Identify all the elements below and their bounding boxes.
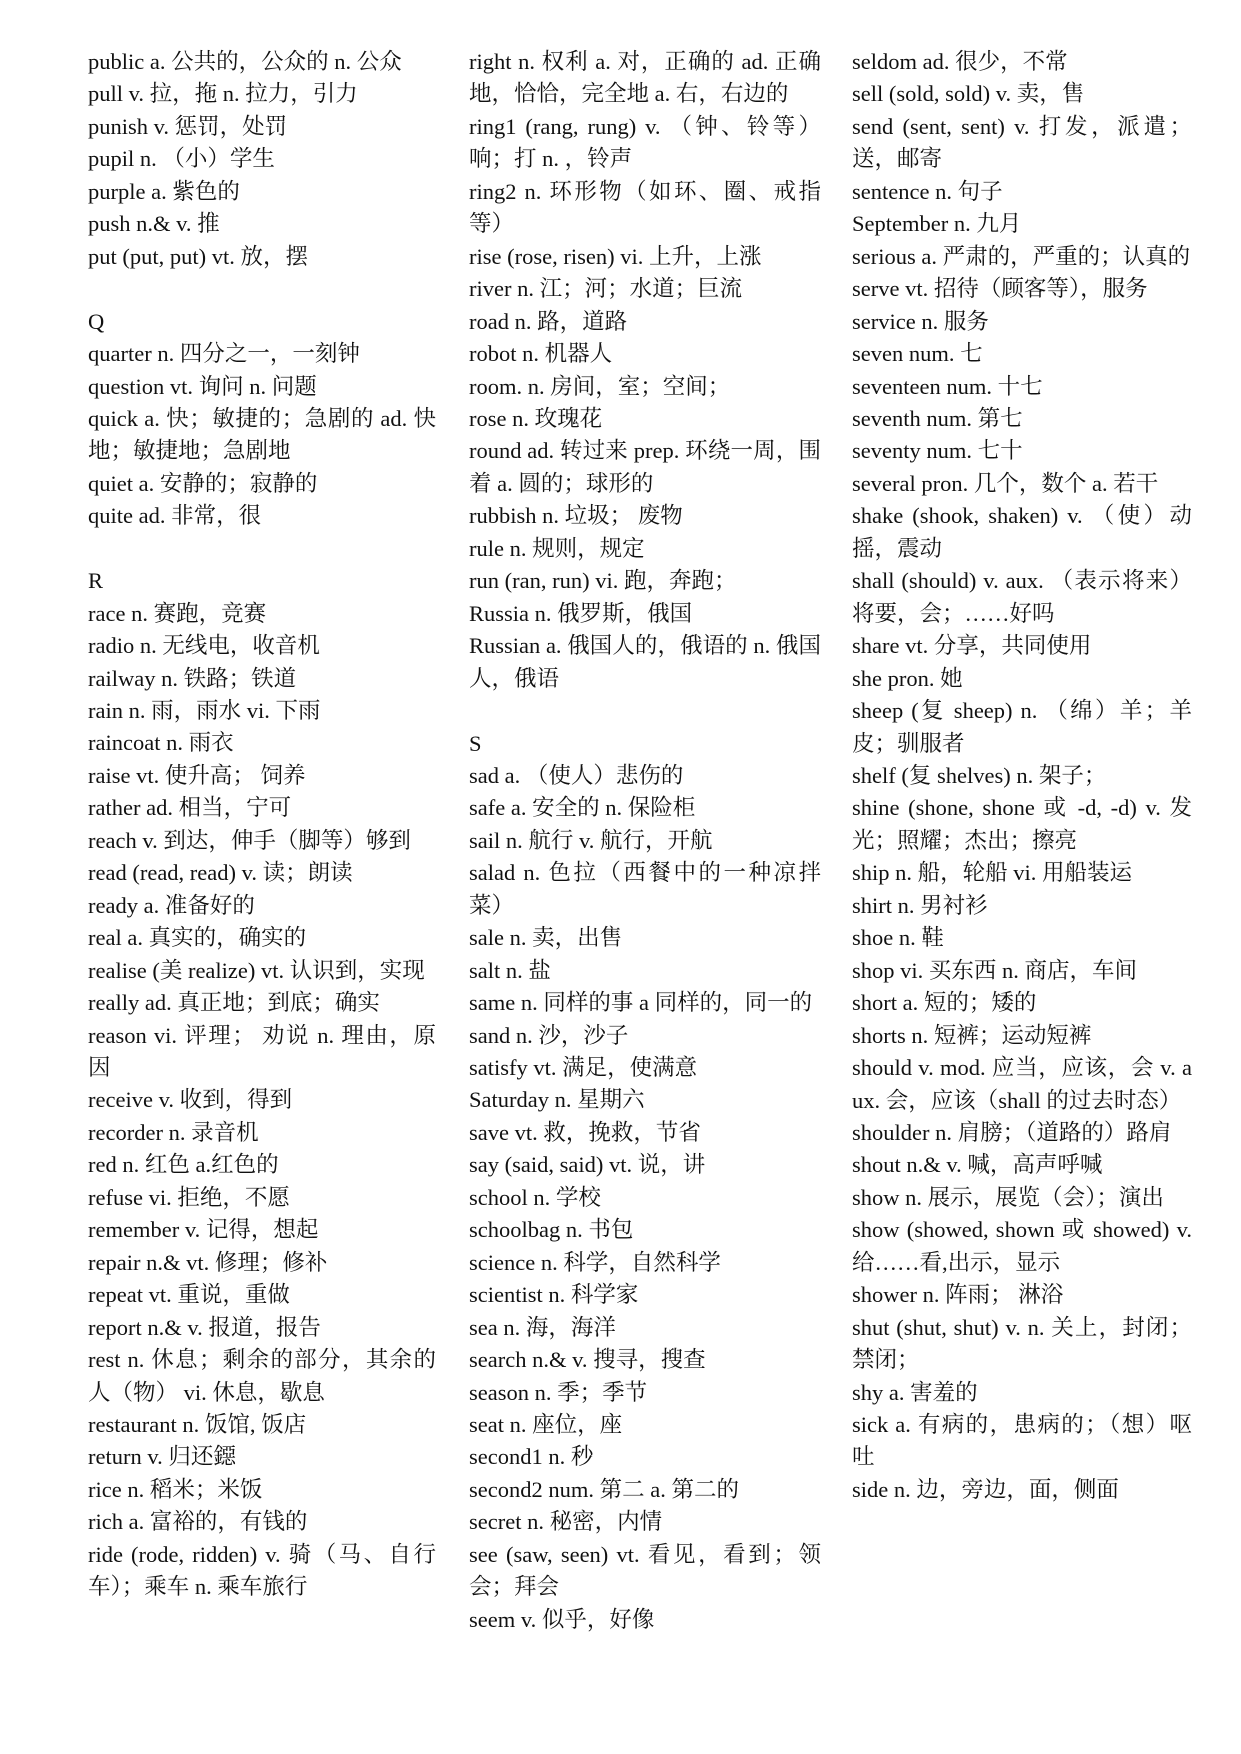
vocab-entry: shoulder n. 肩膀；（道路的）路肩 [852, 1119, 1172, 1145]
vocab-entry: race n. 赛跑，竞赛 [88, 600, 267, 626]
vocab-entry: real a. 真实的，确实的 [88, 925, 307, 951]
vocab-entry: sheep (复 sheep) n. （绵）羊；羊皮；驯服者 [852, 698, 1192, 756]
vocab-entry: remember v. 记得，想起 [88, 1217, 319, 1243]
vocab-entry: shine (shone, shone 或 -d, -d) v. 发光；照耀；杰出；擦亮 [852, 795, 1192, 853]
vocab-entry: raincoat n. 雨衣 [88, 730, 234, 756]
vocab-entry: pull v. 拉，拖 n. 拉力，引力 [88, 81, 358, 107]
vocab-entry: push n.& v. 推 [88, 211, 220, 237]
vocab-entry: rose n. 玫瑰花 [469, 405, 603, 431]
vocab-entry: quarter n. 四分之一，一刻钟 [88, 341, 360, 367]
vocab-entry: shelf (复 shelves) n. 架子； [852, 762, 1107, 788]
vocab-entry: realise (美 realize) vt. 认识到，实现 [88, 957, 425, 983]
vocab-entry: shower n. 阵雨； 淋浴 [852, 1282, 1064, 1308]
vocab-entry: serious a. 严肃的，严重的；认真的 [852, 243, 1191, 269]
vocab-entry: secret n. 秘密，内情 [469, 1509, 663, 1535]
vocab-entry: river n. 江；河；水道；巨流 [469, 276, 743, 302]
column-2 [469, 46, 821, 1636]
blank-line [88, 273, 436, 305]
vocab-entry: sail n. 航行 v. 航行，开航 [469, 827, 713, 853]
vocab-entry: show (showed, shown 或 showed) v. 给……看,出示，显示 [852, 1217, 1192, 1275]
vocab-entry: seem v. 似乎，好像 [469, 1606, 655, 1632]
vocab-entry: railway n. 铁路；铁道 [88, 665, 297, 691]
column-3 [852, 46, 1192, 1506]
vocab-entry: refuse vi. 拒绝，不愿 [88, 1184, 290, 1210]
vocab-entry: Russian a. 俄国人的，俄语的 n. 俄国人，俄语 [469, 633, 821, 691]
vocab-entry: rise (rose, risen) vi. 上升，上涨 [469, 243, 762, 269]
vocab-entry: Russia n. 俄罗斯，俄国 [469, 600, 693, 626]
vocab-entry: she pron. 她 [852, 665, 963, 691]
vocab-entry: put (put, put) vt. 放，摆 [88, 243, 308, 269]
vocab-entry: search n.& v. 搜寻，搜查 [469, 1347, 706, 1373]
vocab-entry: scientist n. 科学家 [469, 1282, 639, 1308]
vocab-entry: school n. 学校 [469, 1184, 601, 1210]
vocab-entry: sea n. 海，海洋 [469, 1314, 616, 1340]
vocab-entry: ride (rode, ridden) v. 骑（马、自行车）；乘车 n. 乘车旅行 [88, 1541, 436, 1600]
vocab-entry: seventy num. 七十 [852, 438, 1023, 464]
vocab-entry: rather ad. 相当，宁可 [88, 795, 292, 821]
vocab-entry: rule n. 规则，规定 [469, 535, 645, 561]
vocab-entry: sand n. 沙，沙子 [469, 1022, 629, 1048]
vocab-entry: salt n. 盐 [469, 957, 551, 983]
vocab-entry: short a. 短的；矮的 [852, 990, 1037, 1016]
vocab-entry: should v. mod. 应当，应该，会 v. aux. 会，应该（shall 的过去时态） [852, 1055, 1192, 1113]
vocab-entry: shake (shook, shaken) v. （使）动摇，震动 [852, 503, 1192, 561]
vocab-entry: raise vt. 使升高； 饲养 [88, 762, 306, 788]
vocab-entry: send (sent, sent) v. 打发，派遣；送，邮寄 [852, 113, 1192, 172]
vocab-entry: sentence n. 句子 [852, 178, 1003, 204]
vocab-entry: shall (should) v. aux. （表示将来）将要，会；……好吗 [852, 568, 1192, 626]
vocab-entry: rain n. 雨，雨水 vi. 下雨 [88, 698, 321, 724]
section-letter: R [88, 568, 104, 594]
vocab-entry: punish v. 惩罚，处罚 [88, 113, 288, 139]
vocab-entry: see (saw, seen) vt. 看见，看到；领会；拜会 [469, 1541, 821, 1600]
vocab-entry: shoe n. 鞋 [852, 925, 944, 951]
vocab-entry: right n. 权利 a. 对，正确的 ad. 正确地，恰恰，完全地 a. 右，右边的 [469, 49, 821, 107]
vocab-entry: red n. 红色 a.红色的 [88, 1152, 279, 1178]
vocab-entry: restaurant n. 饭馆, 饭店 [88, 1412, 307, 1437]
vocab-entry: seat n. 座位，座 [469, 1412, 623, 1438]
vocab-entry: share vt. 分享，共同使用 [852, 633, 1092, 659]
vocab-entry: quick a. 快；敏捷的；急剧的 ad. 快地；敏捷地；急剧地 [88, 405, 436, 464]
vocab-entry: seven num. 七 [852, 341, 983, 367]
vocab-entry: reason vi. 评理； 劝说 n. 理由，原因 [88, 1022, 436, 1081]
vocab-entry: repair n.& vt. 修理；修补 [88, 1249, 328, 1275]
section-letter: S [469, 730, 482, 756]
vocab-entry: receive v. 收到，得到 [88, 1087, 293, 1113]
vocab-entry: season n. 季；季节 [469, 1379, 648, 1405]
vocab-entry: purple a. 紫色的 [88, 178, 240, 204]
vocab-entry: satisfy vt. 满足，使满意 [469, 1055, 698, 1081]
vocab-entry: read (read, read) v. 读；朗读 [88, 860, 353, 886]
vocab-entry: ship n. 船，轮船 vi. 用船装运 [852, 860, 1133, 886]
vocab-entry: several pron. 几个，数个 a. 若干 [852, 470, 1159, 496]
vocab-entry: question vt. 询问 n. 问题 [88, 373, 317, 399]
vocab-entry: public a. 公共的，公众的 n. 公众 [88, 49, 402, 74]
vocab-entry: round ad. 转过来 prep. 环绕一周，围着 a. 圆的；球形的 [469, 438, 821, 496]
vocab-entry: salad n. 色拉（西餐中的一种凉拌菜） [469, 860, 821, 918]
vocab-entry: save vt. 救，挽救，节省 [469, 1119, 701, 1145]
vocab-entry: service n. 服务 [852, 308, 989, 334]
vocab-entry: quiet a. 安静的；寂静的 [88, 470, 318, 496]
vocab-entry: road n. 路，道路 [469, 308, 628, 334]
vocab-entry: side n. 边，旁边，面，侧面 [852, 1476, 1119, 1502]
vocab-entry: ready a. 准备好的 [88, 892, 255, 918]
vocab-entry: room. n. 房间，室；空间； [469, 373, 731, 399]
vocab-entry: same n. 同样的事 a 同样的，同一的 [469, 990, 813, 1016]
section-letter: Q [88, 308, 105, 334]
vocab-entry: radio n. 无线电，收音机 [88, 633, 320, 659]
vocab-entry: shut (shut, shut) v. n. 关上，封闭；禁闭； [852, 1314, 1192, 1373]
vocab-entry: ring2 n. 环形物（如环、圈、戒指等） [469, 178, 821, 237]
vocab-entry: recorder n. 录音机 [88, 1119, 259, 1145]
vocab-entry: seldom ad. 很少，不常 [852, 49, 1068, 74]
vocab-entry: quite ad. 非常，很 [88, 503, 262, 529]
vocab-entry: really ad. 真正地；到底；确实 [88, 990, 380, 1016]
vocab-entry: shy a. 害羞的 [852, 1379, 978, 1405]
vocab-entry: report n.& v. 报道，报告 [88, 1314, 321, 1340]
vocab-entry: ring1 (rang, rung) v. （钟、铃等）响；打 n. ，铃声 [469, 113, 821, 172]
vocab-entry: second1 n. 秒 [469, 1444, 594, 1470]
vocab-entry: rest n. 休息；剩余的部分，其余的人（物） vi. 休息，歇息 [88, 1347, 436, 1405]
vocab-entry: sick a. 有病的，患病的；（想）呕吐 [852, 1412, 1192, 1470]
vocab-entry: robot n. 机器人 [469, 341, 613, 367]
vocab-entry: say (said, said) vt. 说，讲 [469, 1152, 706, 1178]
vocab-entry: science n. 科学，自然科学 [469, 1249, 721, 1275]
vocab-entry: shop vi. 买东西 n. 商店，车间 [852, 957, 1138, 983]
vocab-entry: seventh num. 第七 [852, 405, 1023, 431]
vocab-entry: schoolbag n. 书包 [469, 1217, 634, 1243]
column-1 [88, 46, 436, 1604]
vocab-entry: second2 num. 第二 a. 第二的 [469, 1476, 739, 1502]
vocab-entry: rich a. 富裕的，有钱的 [88, 1509, 308, 1535]
blank-line [88, 533, 436, 565]
vocab-entry: reach v. 到达，伸手（脚等）够到 [88, 827, 411, 853]
vocab-entry: shorts n. 短裤；运动短裤 [852, 1022, 1092, 1048]
vocab-entry: repeat vt. 重说，重做 [88, 1282, 290, 1308]
vocab-entry: September n. 九月 [852, 211, 1022, 237]
vocab-entry: safe a. 安全的 n. 保险柜 [469, 795, 696, 821]
vocab-entry: run (ran, run) vi. 跑，奔跑； [469, 568, 737, 594]
blank-line [469, 695, 821, 727]
vocab-entry: sale n. 卖，出售 [469, 925, 623, 951]
vocab-entry: seventeen num. 十七 [852, 373, 1043, 399]
vocab-entry: Saturday n. 星期六 [469, 1087, 645, 1113]
vocab-entry: show n. 展示，展览（会）；演出 [852, 1184, 1164, 1210]
vocab-entry: return v. 归还鐚 [88, 1444, 236, 1470]
vocab-entry: shirt n. 男衬衫 [852, 892, 988, 918]
vocab-entry: serve vt. 招待（顾客等），服务 [852, 276, 1148, 302]
vocab-entry: sell (sold, sold) v. 卖，售 [852, 81, 1085, 107]
vocab-entry: rice n. 稻米；米饭 [88, 1476, 263, 1502]
vocab-entry: shout n.& v. 喊，高声呼喊 [852, 1152, 1103, 1178]
vocab-entry: pupil n. （小）学生 [88, 146, 275, 172]
vocab-entry: sad a. （使人）悲伤的 [469, 762, 684, 788]
vocab-entry: rubbish n. 垃圾； 废物 [469, 503, 683, 529]
